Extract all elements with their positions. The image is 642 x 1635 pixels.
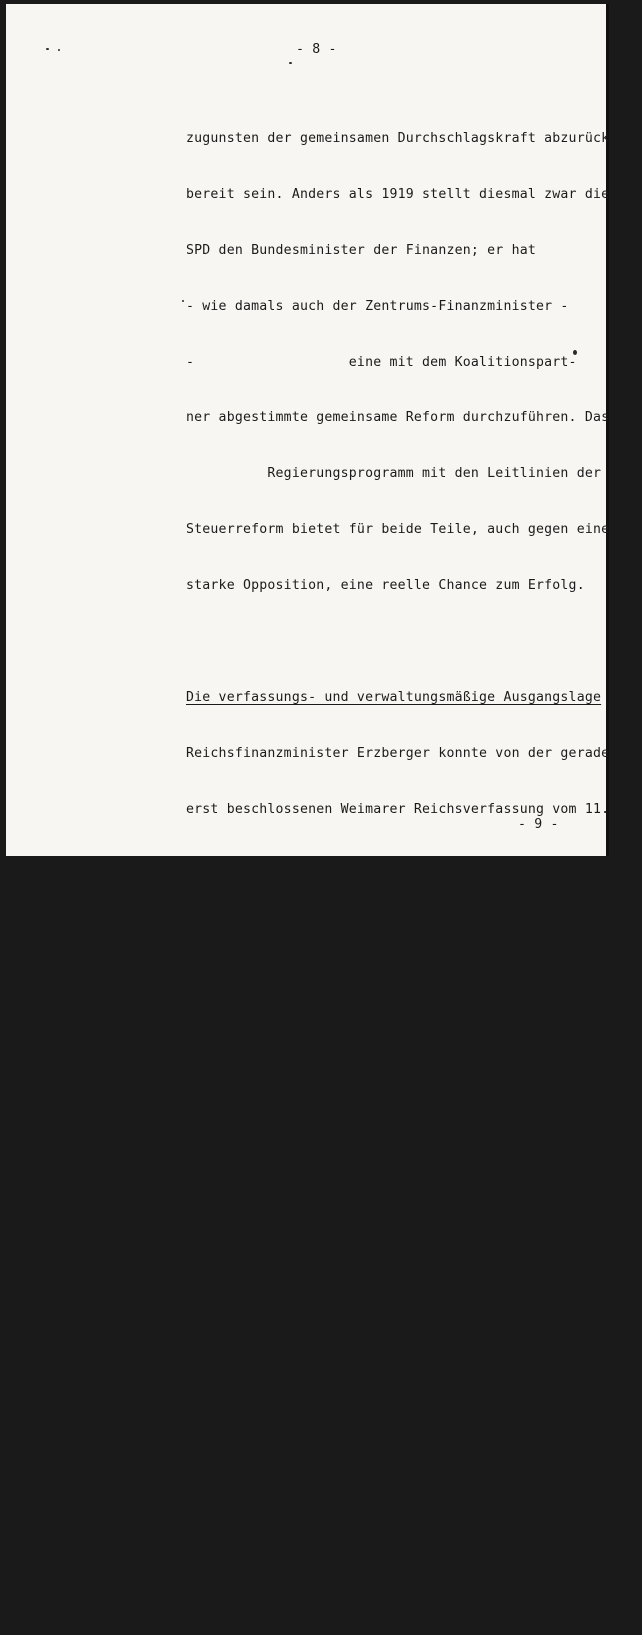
next-page-marker: - 9 - <box>518 817 559 832</box>
text-line: - eine mit dem Koalitionspart- <box>186 354 577 370</box>
text-line: Steuerreform bietet für beide Teile, auch gegen eine <box>186 522 610 538</box>
section-heading: Die verfassungs- und verwaltungsmäßige Ausgangslage <box>186 689 602 705</box>
text-line: Willensbildung lag eindeutig beim Reich. Der Reichsrat <box>186 1528 626 1544</box>
text-line: spruch genommen werden." Der Primat der politischen <box>186 1472 602 1488</box>
text-line: Gesetzgebung über die Abgaben und sonstigen Einnahmen, <box>186 1360 626 1376</box>
scan-speck <box>289 62 292 64</box>
text-line: Entwicklung gerecht zu werden, hatte diese Verfassung <box>186 1025 618 1041</box>
page-number: - 8 - <box>296 42 337 57</box>
text-line: SPD den Bundesminister der Finanzen; er hat <box>186 242 537 258</box>
text-line: die steuerrechtlichen Zuständigkeiten nicht verfassungs- <box>186 1081 642 1097</box>
text-line: ohne fremde Einmischung auf die Reichsbedürfnisse zu- <box>186 913 618 929</box>
text-line: zugunsten der gemeinsamen Durchschlagskraft abzurücken <box>186 131 626 146</box>
text-line: - wie damals auch der Zentrums-Finanzminister - <box>186 298 569 314</box>
body-text <box>186 96 642 1635</box>
text-line: kräftig abgegrenzt, sondern die endgültige Entscheidung <box>186 1137 634 1153</box>
scan-speck <box>58 49 60 51</box>
text-line: bereit sein. Anders als 1919 stellt diesmal zwar die <box>186 186 610 202</box>
text-line: als Ländervertretung Nachfolger des Bundes- <box>186 1584 618 1600</box>
text-line: geschnitten hatte. Um den dynamischen Elementen in der <box>186 969 626 985</box>
text-line: August 1919 ausgehen, die sich die Nationalversammlung <box>186 857 626 873</box>
text-line: starke Opposition, eine reelle Chance zum Erfolg. <box>186 578 585 594</box>
document-page <box>6 4 642 1600</box>
scan-speck <box>573 350 577 355</box>
text-line: Regierungsprogramm mit den Leitlinien der <box>186 466 602 482</box>
text-line: bewußt der politischen Entwicklung überlassen. Der maß- <box>186 1192 634 1208</box>
text-line: Reichsfinanzminister Erzberger konnte von der gerade <box>186 745 610 761</box>
text-line: ner abgestimmte gemeinsame Reform durchzuführen. Das <box>186 410 610 426</box>
text-line: soweit sie ganz oder teilweise für seine Zwecke in An- <box>186 1416 626 1432</box>
text-line: die elastische Bestimmung: "Das Reich hat ferner die <box>186 1304 610 1320</box>
text-line: gebliche Artikel 8 der Reichsverfassung enthielt dazu <box>186 1248 618 1264</box>
scan-speck <box>182 300 184 302</box>
scan-speck <box>46 48 49 50</box>
paragraph-gap <box>186 629 642 655</box>
text-line: erst beschlossenen Weimarer Reichsverfassung vom 11. <box>186 801 610 817</box>
